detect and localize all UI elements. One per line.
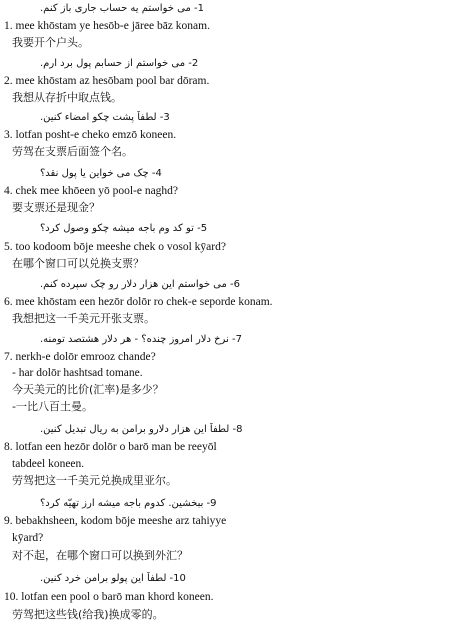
persian-line-1: 1- می خواستم یه حساب جاری باز کنم. (40, 3, 204, 14)
chinese-3: 劳驾在支票后面签个名。 (12, 145, 133, 158)
persian-line-5: 5- تو کد وم باجه میشه چکو وصول کرد؟ (40, 223, 208, 234)
transliteration-2: 2. mee khōstam az hesōbam pool bar dōram. (4, 75, 210, 87)
persian-line-9: 9- ببخشین. کدوم باجه میشه ارز تهیّه کرد؟ (40, 498, 217, 509)
transliteration-9-cont: kȳard? (12, 532, 44, 544)
transliteration-6: 6. mee khōstam een hezōr dolōr ro chek-e seporde konam. (4, 296, 273, 308)
chinese-1: 我要开个户头。 (12, 36, 89, 49)
chinese-5: 在哪个窗口可以兑换支票？ (12, 257, 144, 270)
persian-line-8: 8- لطفاً این هزار دلارو برامن به ریال تبدیل کنین. (40, 424, 243, 435)
transliteration-7: 7. nerkh-e dolōr emrooz chande? (4, 351, 156, 363)
persian-line-2: 2- می خواستم از حسابم پول برد ارم. (40, 58, 199, 69)
persian-line-6: 6- می خواستم این هزار دلار رو چک سپرده کنم. (40, 279, 241, 290)
chinese-7-cont: -一比八百土曼。 (12, 400, 93, 413)
transliteration-4: 4. chek mee khōeen yō pool-e naghd? (4, 185, 179, 197)
transliteration-1: 1. mee khōstam ye hesōb-e jāree bāz konam. (4, 20, 210, 32)
chinese-6: 我想把这一千美元开张支票。 (12, 312, 155, 325)
persian-line-3: 3- لطفاً پشت چکو امضاء کنین. (40, 112, 170, 123)
transliteration-5: 5. too kodoom bōje meeshe chek o vosol kȳard? (4, 241, 226, 253)
transliteration-7-cont: - har dolōr hashtsad tomane. (12, 367, 143, 379)
chinese-10: 劳驾把这些钱(给我)换成零的。 (12, 608, 164, 621)
chinese-9: 对不起，在哪个窗口可以换到外汇？ (12, 549, 188, 562)
persian-line-4: 4- چک می خواین یا پول نقد؟ (40, 168, 162, 179)
chinese-2: 我想从存折中取点钱。 (12, 91, 122, 104)
persian-line-7: 7- نرخ دلار امروز چنده؟ - هر دلار هشتصد تومنه. (40, 334, 243, 345)
chinese-4: 要支票还是现金？ (12, 201, 100, 214)
transliteration-8: 8. lotfan een hezōr dolōr o barō man be reeyōl (4, 441, 217, 453)
chinese-8: 劳驾把这一千美元兑换成里亚尔。 (12, 474, 177, 487)
transliteration-3: 3. lotfan posht-e cheko emzō koneen. (4, 129, 177, 141)
chinese-7: 今天美元的比价(汇率)是多少？ (12, 383, 164, 396)
transliteration-10: 10. lotfan een pool o barō man khord koneen. (4, 591, 214, 603)
persian-line-10: 10- لطفاً این پولو برامن خرد کنین. (40, 573, 186, 584)
transliteration-9: 9. bebakhsheen, kodom bōje meeshe arz tahiyye (4, 515, 227, 527)
transliteration-8-cont: tabdeel koneen. (12, 458, 85, 470)
